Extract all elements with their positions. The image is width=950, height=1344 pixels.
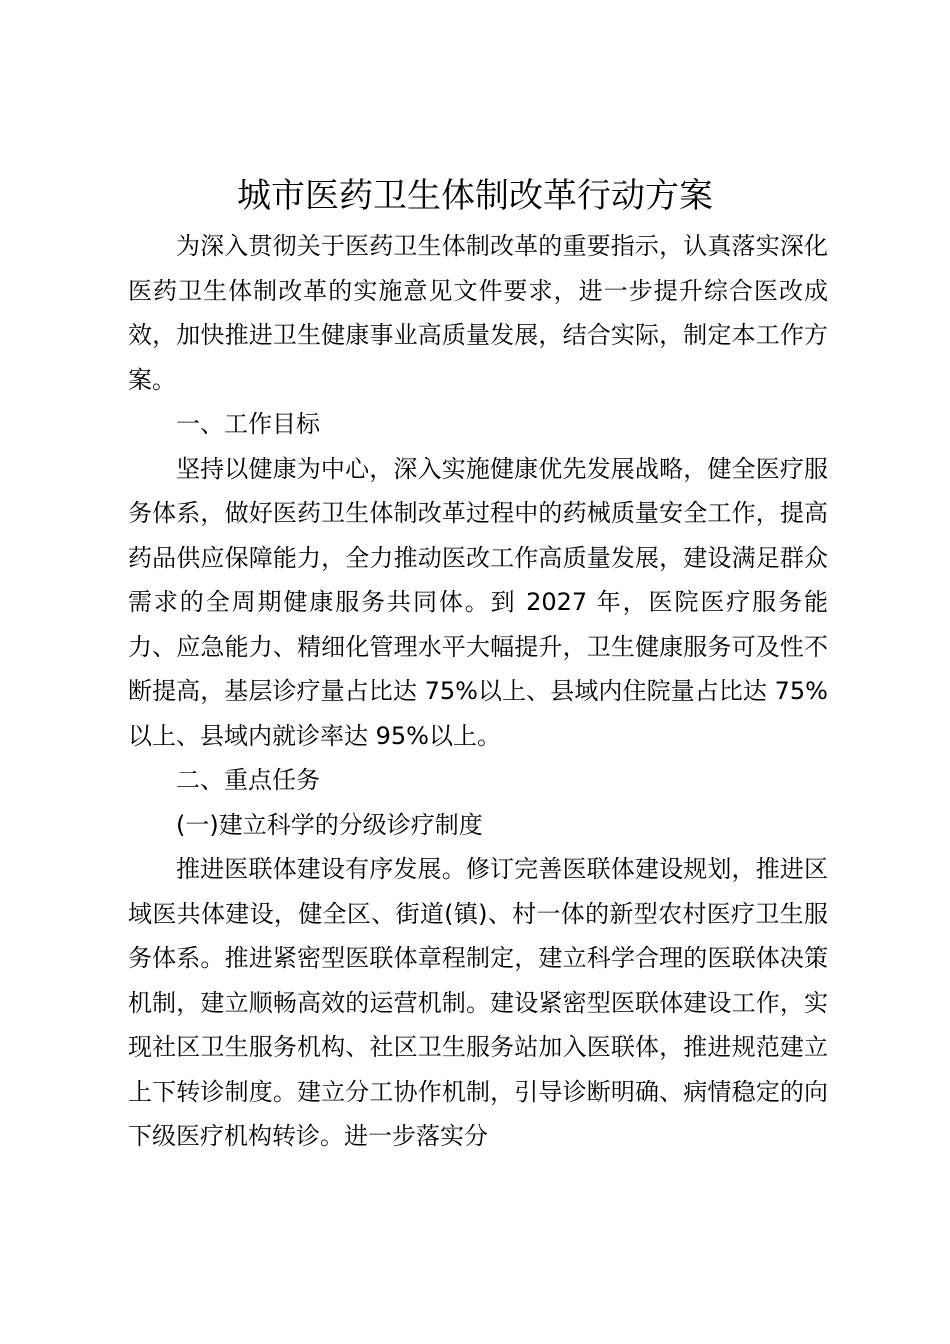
section-heading-tasks: 二、重点任务 — [176, 766, 320, 794]
goals-paragraph: 坚持以健康为中心，深入实施健康优先发展战略，健全医疗服务体系，做好医药卫生体制改革过程中的药械质量安全工作，提高药品供应保障能力，全力推动医改工作高质量发展，建设满足群众需求的全周期健康服务共同体。到 2027 年，医院医疗服务能力、应急能力、精细化管理水平大幅提升，卫生健康服务可及性不断提高，基层诊疗量占比达 75%以上、县域内住院量占比达 75%以上、县域内就诊率达 95%以上。 — [128, 454, 828, 750]
section-heading-goals: 一、工作目标 — [176, 410, 320, 438]
intro-paragraph: 为深入贯彻关于医药卫生体制改革的重要指示，认真落实深化医药卫生体制改革的实施意见文件要求，进一步提升综合医改成效，加快推进卫生健康事业高质量发展，结合实际，制定本工作方案。 — [128, 232, 828, 394]
subsection-heading-tiered-care: (一)建立科学的分级诊疗制度 — [176, 810, 483, 839]
document-body — [128, 224, 828, 1159]
document-title: 城市医药卫生体制改革行动方案 — [237, 176, 713, 216]
tiered-care-paragraph: 推进医联体建设有序发展。修订完善医联体建设规划，推进区域医共体建设，健全区、街道(镇)、村一体的新型农村医疗卫生服务体系。推进紧密型医联体章程制定，建立科学合理的医联体决策机制，建立顺畅高效的运营机制。建设紧密型医联体建设工作，实现社区卫生服务机构、社区卫生服务站加入医联体，推进规范建立上下转诊制度。建立分工协作机制，引导诊断明确、病情稳定的向下级医疗机构转诊。进一步落实分 — [128, 855, 828, 1150]
